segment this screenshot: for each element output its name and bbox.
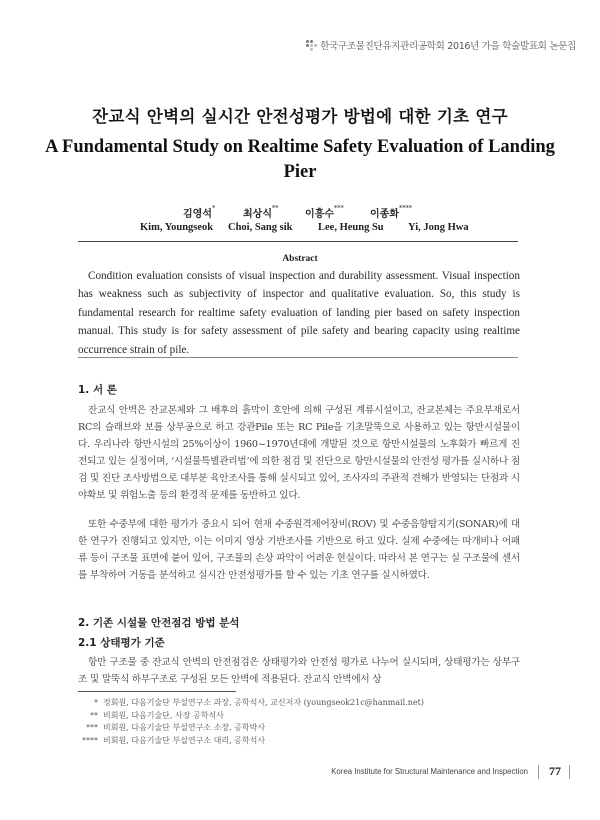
author-en-4: Yi, Jong Hwa: [408, 222, 469, 233]
running-head: [306, 38, 576, 52]
page-footer: [331, 764, 570, 779]
abstract-bottom-rule: [78, 357, 518, 358]
footer-end-bar: [569, 765, 570, 779]
section-2-heading: 2. 기존 시설물 안전점검 방법 분석: [78, 617, 240, 629]
footer-divider: [538, 765, 539, 779]
author-en-1: Kim, Youngseok: [140, 222, 214, 233]
abstract-heading: Abstract: [282, 254, 318, 264]
footnote-4: **** 비회원, 다음기술단 부설연구소 대리, 공학석사: [82, 735, 266, 745]
footnotes: [78, 697, 520, 747]
running-head-text: 한국구조물진단유지관리공학회 2016년 가을 학술발표회 논문집: [320, 41, 576, 52]
title-english: A Fundamental Study on Realtime Safety Evaluation of Landing Pier: [45, 137, 555, 182]
author-ko-3: 이흥수***: [305, 204, 344, 220]
footer-journal-name: Korea Institute for Structural Maintenance and Inspection: [331, 767, 528, 776]
footnote-1: * 정회원, 다음기술단 부설연구소 과장, 공학석사, 교신저자 (youngseok21c@hanmail.net): [94, 698, 424, 707]
author-ko-1: 김영석*: [183, 204, 216, 220]
page-number: 77: [549, 764, 561, 778]
section-1-heading: 1. 서 론: [78, 384, 117, 396]
author-en-2: Choi, Sang sik: [228, 222, 293, 233]
section-1-paragraph-1: 잔교식 안벽은 잔교본체와 그 배후의 흙막이 호안에 의해 구성된 계류시설이고, 잔교본체는 주요부재로서 RC의 슬래브와 보를 상부공으로 하고 강관Pile 또는 RC Pile을 기초말뚝으로 사용하고 있는 항만시설물이다. 우리나라 항만시설의 25%이상이 1960~1970년대에 개발된 것으로 항만시설물의 노후화가 빠르게 진전되고 있는 실정이며, ‘시설물특별관리법’에 의한 점검 및 진단으로 항만시설물의 안전성 평가를 실시하나 점검 및 진단 조사방법으로 대부분 육안조사를 통해 실시되고 있어, 조사자의 주관적 견해가 반영되는 단점과 시야확보 및 위험노출 등의 환경적 문제를 동반하고 있다.: [78, 405, 520, 502]
footnote-2: ** 비회원, 다음기술단, 사장 공학석사: [90, 710, 224, 720]
footnote-3: *** 비회원, 다음기술단 부설연구소 소장, 공학박사: [86, 723, 266, 733]
section-2-1-paragraph-1: 항만 구조물 중 잔교식 안벽의 안전점검은 상태평가와 안전성 평가로 나누어 실시되며, 상태평가는 상부구조 및 말뚝식 하부구조로 구성된 모든 안벽에 적용된다. 잔교식 안벽에서 상: [78, 657, 520, 686]
author-en-3: Lee, Heung Su: [318, 222, 384, 233]
footnote-rule: [78, 691, 236, 692]
abstract-top-rule: [78, 241, 518, 242]
author-ko-2: 최상식**: [243, 204, 279, 220]
author-ko-4: 이종화****: [370, 204, 412, 220]
section-1-paragraph-2: 또한 수중부에 대한 평가가 중요시 되어 현재 수중원격제어장비(ROV) 및 수중음향탐지기(SONAR)에 대한 연구가 진행되고 있지만, 이는 이미지 영상 기반조사를 기반으로 하고 있다. 실제 수중에는 따개비나 어패류 등이 구조물 표면에 붙어 있어, 구조물의 손상 파악이 어려운 현실이다. 따라서 본 연구는 실 구조물에 센서를 부착하여 거동을 분석하고 실시간 안전성평가를 할 수 있는 기초 연구를 실시하였다.: [78, 519, 520, 582]
section-2-1-heading: 2.1 상태평가 기준: [78, 637, 165, 649]
dots-ornament-icon: [306, 40, 316, 50]
title-korean: 잔교식 안벽의 실시간 안전성평가 방법에 대한 기초 연구: [92, 107, 508, 126]
abstract-text: Condition evaluation consists of visual inspection and durability assessment. Visual inspection has weakness such as subjectivity of inspector and qualitative evaluation. So, this study is fundamental research for realtime safety evaluation of landing pier based on safety inspection manual. This study is for safety assessment of pile safety and bearing capacity using realtime occurrence strain of pile.: [78, 270, 520, 356]
